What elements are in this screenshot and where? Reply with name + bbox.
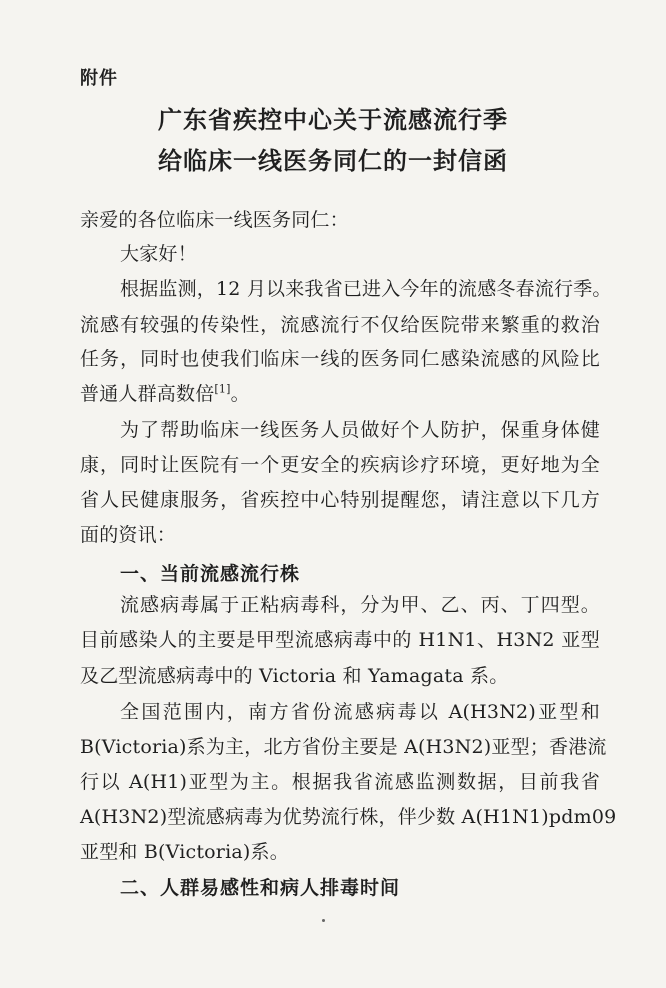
section-1-p2-line-3: 行以 A(H1)亚型为主。根据我省流感监测数据，目前我省	[80, 771, 600, 793]
paragraph-1-line-1: 根据监测，12 月以来我省已进入今年的流感冬春流行季。	[120, 278, 612, 300]
section-1-p1-line-2: 目前感染人的主要是甲型流感病毒中的 H1N1、H3N2 亚型	[80, 629, 600, 651]
paragraph-2-line-2: 康，同时让医院有一个更安全的疾病诊疗环境，更好地为全	[80, 454, 600, 476]
paragraph-1-line-4-text: 普通人群高数倍	[80, 383, 215, 405]
section-1-p2-line-5: 亚型和 B(Victoria)系。	[80, 841, 289, 863]
paragraph-1-line-3: 任务，同时也使我们临床一线的医务同仁感染流感的风险比	[80, 348, 600, 370]
section-1-heading: 一、当前流感流行株	[120, 563, 301, 585]
section-1-p1-line-1: 流感病毒属于正粘病毒科，分为甲、乙、丙、丁四型。	[120, 594, 600, 616]
paragraph-1-line-4-end: 。	[230, 383, 250, 405]
paragraph-2-line-1: 为了帮助临床一线医务人员做好个人防护，保重身体健	[120, 419, 600, 441]
attachment-label: 附件	[80, 68, 118, 89]
paragraph-2-line-3: 省人民健康服务，省疾控中心特别提醒您，请注意以下几方	[80, 489, 600, 511]
section-2-heading: 二、人群易感性和病人排毒时间	[120, 877, 401, 899]
document-title-line-1: 广东省疾控中心关于流感流行季	[158, 105, 508, 134]
section-1-p1-line-3: 及乙型流感病毒中的 Victoria 和 Yamagata 系。	[80, 665, 509, 687]
paragraph-2-line-4: 面的资讯：	[80, 524, 177, 546]
section-1-p2-line-2: B(Victoria)系为主，北方省份主要是 A(H3N2)亚型；香港流	[80, 736, 607, 758]
scan-mark	[322, 919, 325, 922]
paragraph-1-line-2: 流感有较强的传染性，流感流行不仅给医院带来繁重的救治	[80, 314, 600, 336]
greeting: 大家好！	[120, 243, 197, 265]
footnote-ref: [1]	[214, 382, 231, 396]
document-title-line-2: 给临床一线医务同仁的一封信函	[158, 146, 508, 175]
section-1-p2-line-1: 全国范围内，南方省份流感病毒以 A(H3N2)亚型和	[120, 701, 600, 723]
salutation: 亲爱的各位临床一线医务同仁：	[80, 209, 349, 231]
section-1-p2-line-4: A(H3N2)型流感病毒为优势流行株，伴少数 A(H1N1)pdm09	[80, 806, 617, 828]
paragraph-1-line-4	[80, 382, 600, 405]
